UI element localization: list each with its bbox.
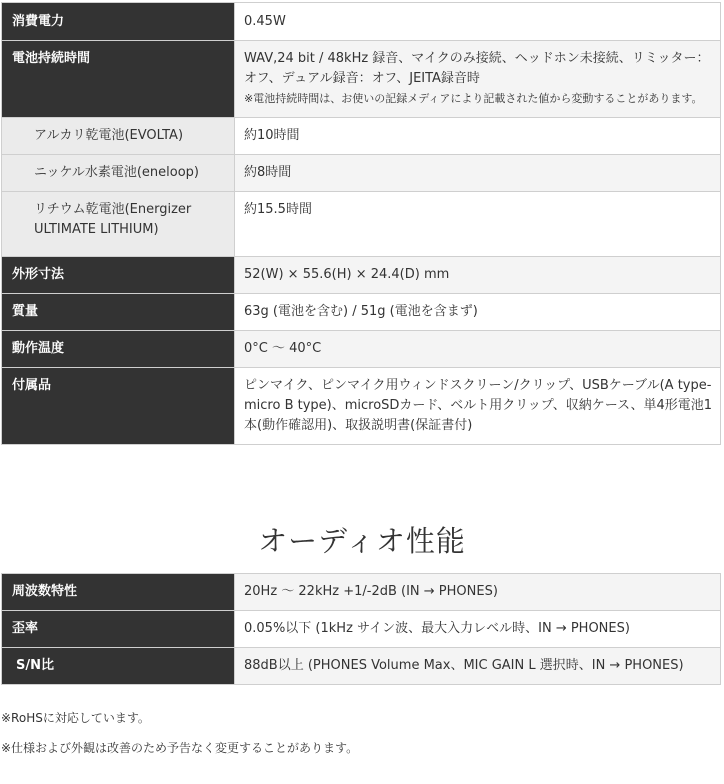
spec-value: 0.05%以下 (1kHz サイン波、最大入力レベル時、IN → PHONES) <box>235 611 721 648</box>
audio-section-title: オーディオ性能 <box>258 524 466 558</box>
spec-label: 外形寸法 <box>2 257 235 294</box>
spec-row-battery-life <box>2 41 721 118</box>
spec-value-cell <box>235 41 721 118</box>
spec-row-nimh <box>2 155 721 192</box>
spec-value: 約15.5時間 <box>235 192 721 257</box>
footnote-rohs: ※RoHSに対応しています。 <box>1 711 150 725</box>
spec-value: 88dB以上 (PHONES Volume Max、MIC GAIN L 選択時、IN → PHONES) <box>235 648 721 685</box>
spec-row-power-consumption <box>2 3 721 41</box>
spec-value: 52(W) × 55.6(H) × 24.4(D) mm <box>235 257 721 294</box>
spec-label: 消費電力 <box>2 3 235 41</box>
spec-label: 動作温度 <box>2 331 235 368</box>
spec-value: 約8時間 <box>235 155 721 192</box>
spec-row-alkaline <box>2 118 721 155</box>
spec-value: 20Hz ～ 22kHz +1/-2dB (IN → PHONES) <box>235 574 721 611</box>
spec-label: 質量 <box>2 294 235 331</box>
spec-value: 0°C ～ 40°C <box>235 331 721 368</box>
spec-row-dimensions <box>2 257 721 294</box>
spec-table <box>1 2 721 445</box>
audio-row-frequency-response <box>2 574 721 611</box>
footnotes <box>0 709 724 757</box>
audio-row-distortion <box>2 611 721 648</box>
spec-sublabel: ニッケル水素電池(eneloop) <box>2 155 235 192</box>
spec-row-accessories <box>2 368 721 445</box>
spec-value: WAV,24 bit / 48kHz 録音、マイクのみ接続、ヘッドホン未接続、リミッター：オフ、デュアル録音：オフ、JEITA録音時 <box>244 51 710 86</box>
audio-row-snr <box>2 648 721 685</box>
spec-value: 0.45W <box>235 3 721 41</box>
spec-sublabel: アルカリ乾電池(EVOLTA) <box>2 118 235 155</box>
spec-label: 電池持続時間 <box>2 41 235 118</box>
spec-value: 63g (電池を含む) / 51g (電池を含まず) <box>235 294 721 331</box>
battery-life-note: ※電池持続時間は、お使いの記録メディアにより記載された値から変動することがあります。 <box>244 92 703 105</box>
spec-sublabel: リチウム乾電池(Energizer ULTIMATE LITHIUM) <box>2 192 235 257</box>
spec-row-lithium <box>2 192 721 257</box>
spec-label: 歪率 <box>2 611 235 648</box>
spec-label: S/N比 <box>2 648 235 685</box>
spec-value: 約10時間 <box>235 118 721 155</box>
spec-label: 周波数特性 <box>2 574 235 611</box>
spec-row-operating-temp <box>2 331 721 368</box>
spec-label: 付属品 <box>2 368 235 445</box>
spec-value: ピンマイク、ピンマイク用ウィンドスクリーン/クリップ、USBケーブル(A type-micro B type)、microSDカード、ベルト用クリップ、収納ケース、単4形電池1本(動作確認用)、取扱説明書(保証書付) <box>235 368 721 445</box>
spec-row-weight <box>2 294 721 331</box>
audio-spec-table <box>1 573 721 685</box>
footnote-spec-change: ※仕様および外観は改善のため予告なく変更することがあります。 <box>1 741 359 755</box>
